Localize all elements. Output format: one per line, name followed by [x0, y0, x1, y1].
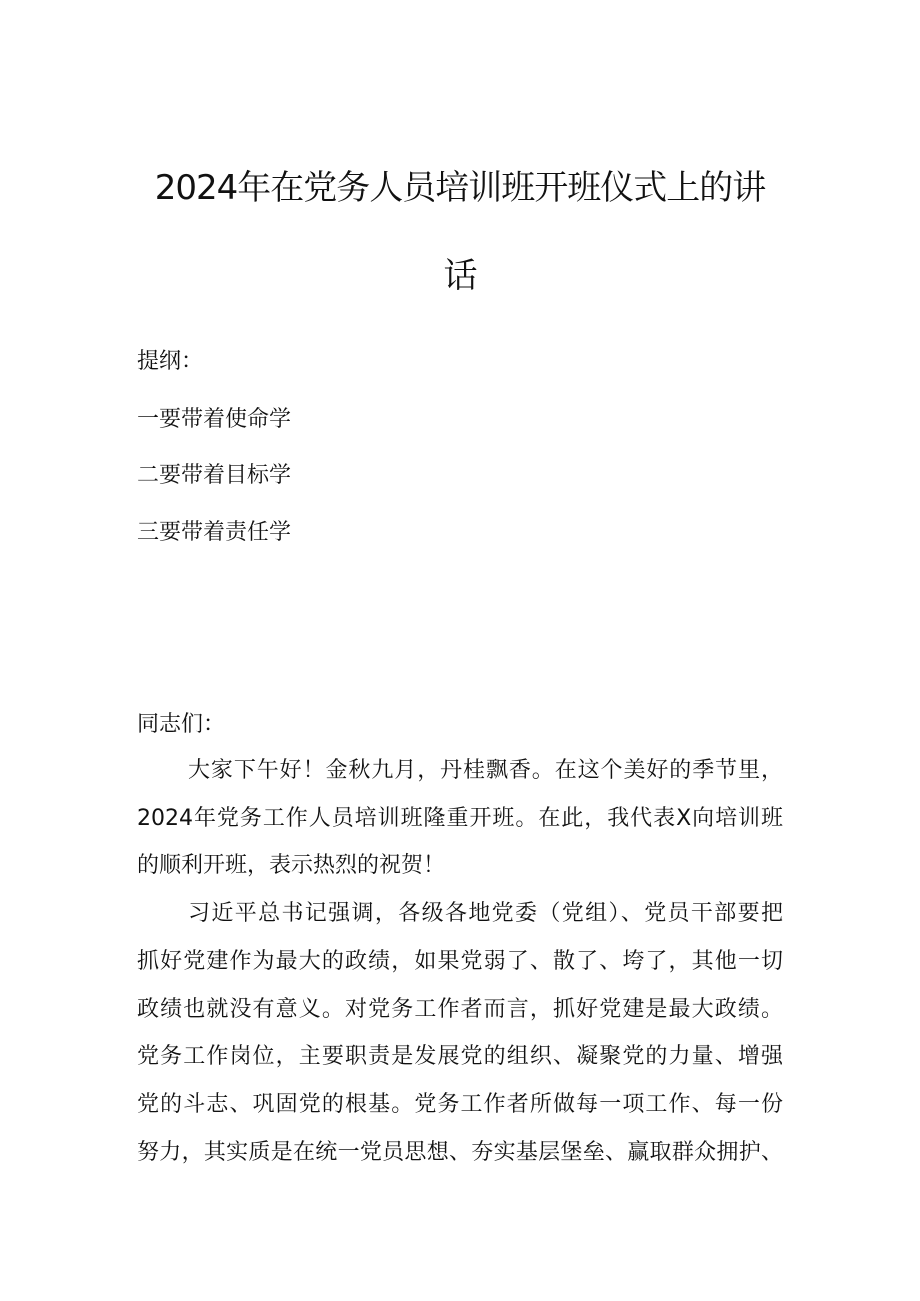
outline-item: 二要带着目标学 — [137, 463, 292, 488]
paragraph-line: 努力，其实质是在统一党员思想、夯实基层堡垒、赢取群众拥护、 — [137, 1140, 783, 1165]
paragraph-line: 习近平总书记强调，各级各地党委（党组）、党员干部要把 — [188, 901, 783, 926]
outline-label: 提纲： — [137, 349, 204, 374]
outline-item: 三要带着责任学 — [137, 520, 292, 545]
document-title-line-2: 话 — [443, 256, 477, 296]
document-title-line-1: 2024年在党务人员培训班开班仪式上的讲 — [154, 168, 766, 208]
paragraph-line: 党的斗志、巩固党的根基。党务工作者所做每一项工作、每一份 — [137, 1092, 783, 1117]
paragraph-line: 2024年党务工作人员培训班隆重开班。在此，我代表X向培训班 — [137, 806, 783, 831]
paragraph-line: 大家下午好！金秋九月，丹桂飘香。在这个美好的季节里， — [188, 758, 783, 783]
paragraph-line: 政绩也就没有意义。对党务工作者而言，抓好党建是最大政绩。 — [137, 997, 783, 1022]
outline-item: 一要带着使命学 — [137, 407, 292, 432]
paragraph-line: 的顺利开班，表示热烈的祝贺！ — [137, 853, 446, 878]
salutation: 同志们： — [137, 712, 226, 737]
paragraph-line: 党务工作岗位，主要职责是发展党的组织、凝聚党的力量、增强 — [137, 1044, 783, 1069]
paragraph-line: 抓好党建作为最大的政绩，如果党弱了、散了、垮了，其他一切 — [137, 949, 783, 974]
